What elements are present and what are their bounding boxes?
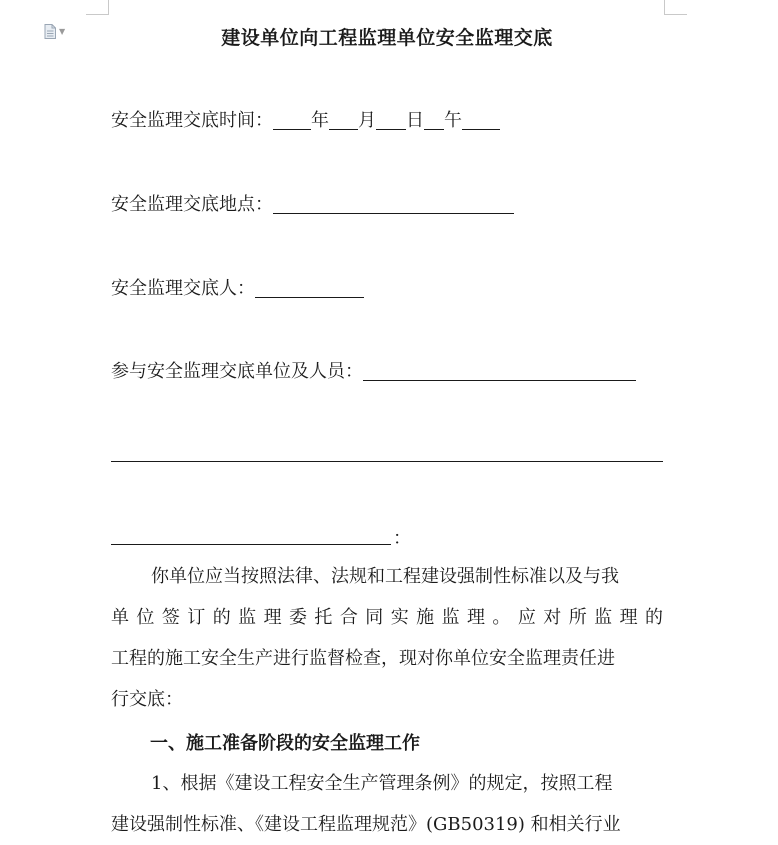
handover-time-label: 安全监理交底时间： <box>111 110 273 131</box>
section-heading-1: 一、施工准备阶段的安全监理工作 <box>150 733 420 754</box>
participants-label: 参与安全监理交底单位及人员： <box>111 361 363 382</box>
intro-line-3: 工程的施工安全生产进行监督检查，现对你单位安全监理责任进 <box>111 648 615 669</box>
handover-place-label: 安全监理交底地点： <box>111 194 273 215</box>
day-blank[interactable] <box>376 128 406 130</box>
item-1-paragraph <box>111 763 663 845</box>
item-1-line-1: 1、根据《建设工程安全生产管理条例》的规定，按照工程 <box>151 773 613 794</box>
place-blank[interactable] <box>273 212 514 214</box>
page-corner-mark-left <box>86 0 109 15</box>
participants-blank[interactable] <box>363 379 636 381</box>
document-title: 建设单位向工程监理单位安全监理交底 <box>221 27 553 49</box>
participants-line-2[interactable] <box>111 461 663 462</box>
noon-label: 午 <box>444 110 462 131</box>
handover-time-field <box>111 106 500 132</box>
month-label: 月 <box>358 110 376 131</box>
month-blank[interactable] <box>329 128 358 130</box>
colon-mark: ： <box>393 528 411 549</box>
day-label: 日 <box>406 110 424 131</box>
item-1-line-2: 建设强制性标准、《建设工程监理规范》(GB50319) 和相关行业 <box>111 814 621 835</box>
intro-paragraph <box>111 556 663 720</box>
handover-place-field <box>111 190 514 216</box>
intro-line-1: 你单位应当按照法律、法规和工程建设强制性标准以及与我 <box>151 566 619 587</box>
page-corner-mark-right <box>664 0 687 15</box>
document-menu-button[interactable] <box>44 24 65 39</box>
intro-line-2: 单位签订的监理委托合同实施监理。应对所监理的 <box>111 607 663 628</box>
intro-line-4: 行交底： <box>111 689 183 710</box>
ampm-blank[interactable] <box>424 128 444 130</box>
year-blank[interactable] <box>273 128 311 130</box>
handover-person-field <box>111 274 364 300</box>
handover-person-label: 安全监理交底人： <box>111 278 255 299</box>
year-label: 年 <box>311 110 329 131</box>
participants-line-3[interactable] <box>111 544 391 545</box>
person-blank[interactable] <box>255 296 364 298</box>
chevron-down-icon: ▼ <box>59 27 66 36</box>
document-icon <box>44 24 56 39</box>
participants-field <box>111 357 636 383</box>
time-blank[interactable] <box>462 128 500 130</box>
